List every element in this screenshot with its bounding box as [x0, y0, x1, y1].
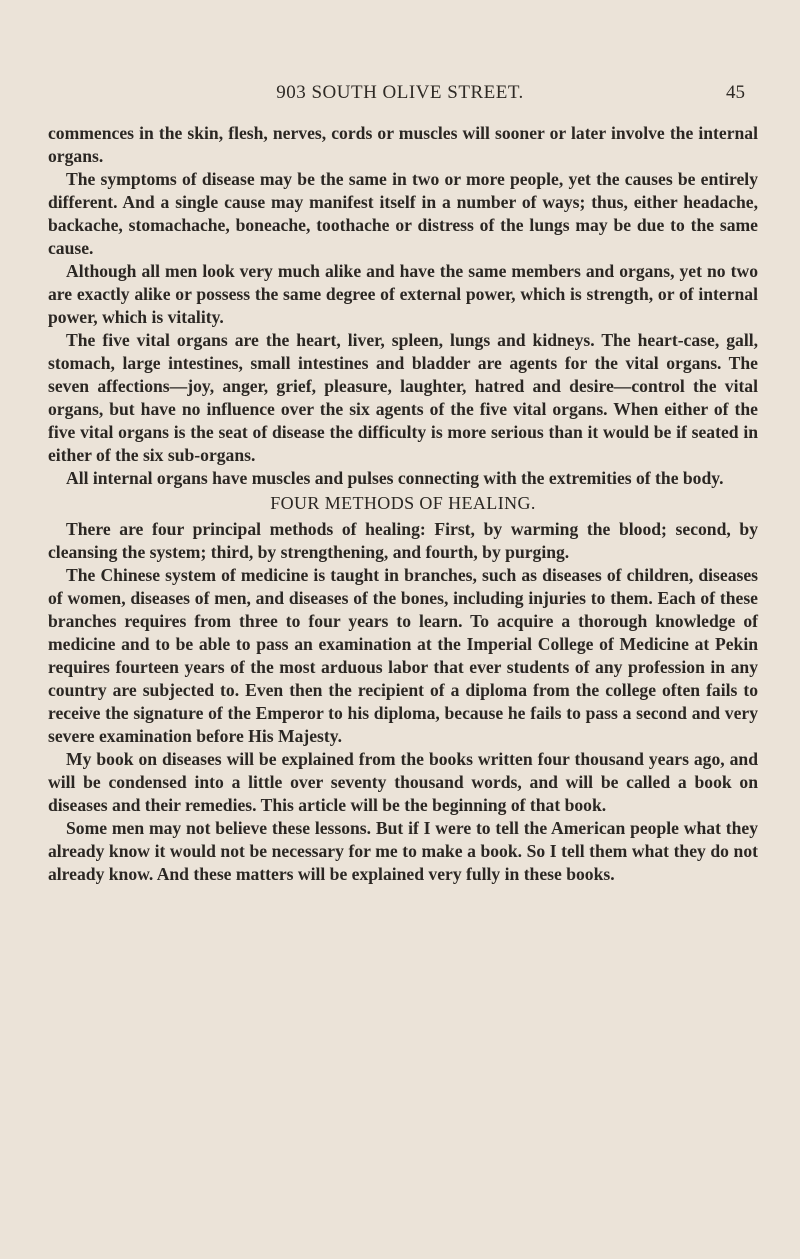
paragraph: My book on diseases will be explained from the books written four thousand years ago, and will be condensed into a little over seventy thousand words, and will be called a book on diseases and their remedies. This article will be the beginning of that book. — [48, 749, 758, 815]
paragraph: The Chinese system of medicine is taught in branches, such as diseases of children, diseases of women, diseases of men, and diseases of the bones, including injuries to them. Each of these branches requires from three to four years to learn. To acquire a thorough knowledge of medicine and to be able to pass an examination at the Imperial College of Medicine at Pekin requires fourteen years of the most arduous labor that ever students of any profession in any country are subjected to. Even then the recipient of a diploma from the college often fails to receive the signature of the Emperor to his diploma, because he fails to pass a second and very severe examination before His Majesty. — [48, 565, 758, 746]
paragraph: All internal organs have muscles and pulses connecting with the extremities of the body. — [66, 468, 724, 488]
paragraph: There are four principal methods of healing: First, by warming the blood; second, by cleansing the system; third, by strengthening, and fourth, by purging. — [48, 519, 758, 562]
page-number: 45 — [726, 82, 745, 103]
section-heading: FOUR METHODS OF HEALING. — [270, 493, 536, 513]
paragraph-continued: commences in the skin, flesh, nerves, cords or muscles will sooner or later involve the internal organs. — [48, 123, 758, 166]
paragraph: Although all men look very much alike and have the same members and organs, yet no two are exactly alike or possess the same degree of external power, which is strength, or of internal power, which is vitality. — [48, 261, 758, 327]
running-title: 903 SOUTH OLIVE STREET. — [276, 82, 524, 103]
running-head — [0, 82, 800, 106]
paragraph: Some men may not believe these lessons. But if I were to tell the American people what they already know it would not be necessary for me to make a book. So I tell them what they do not already know. And these matters will be explained very fully in these books. — [48, 818, 758, 884]
body-text — [48, 122, 758, 886]
paragraph: The five vital organs are the heart, liver, spleen, lungs and kidneys. The heart-case, gall, stomach, large intestines, small intestines and bladder are agents for the vital organs. The seven affections—joy, anger, grief, pleasure, laughter, hatred and desire—control the vital organs, but have no influence over the six agents of the five vital organs. When either of the five vital organs is the seat of disease the difficulty is more serious than it would be if seated in either of the six sub-organs. — [48, 330, 758, 465]
paragraph: The symptoms of disease may be the same in two or more people, yet the causes be entirely different. And a single cause may manifest itself in a number of ways; thus, either headache, backache, stomachache, boneache, toothache or distress of the lungs may be due to the same cause. — [48, 169, 758, 258]
